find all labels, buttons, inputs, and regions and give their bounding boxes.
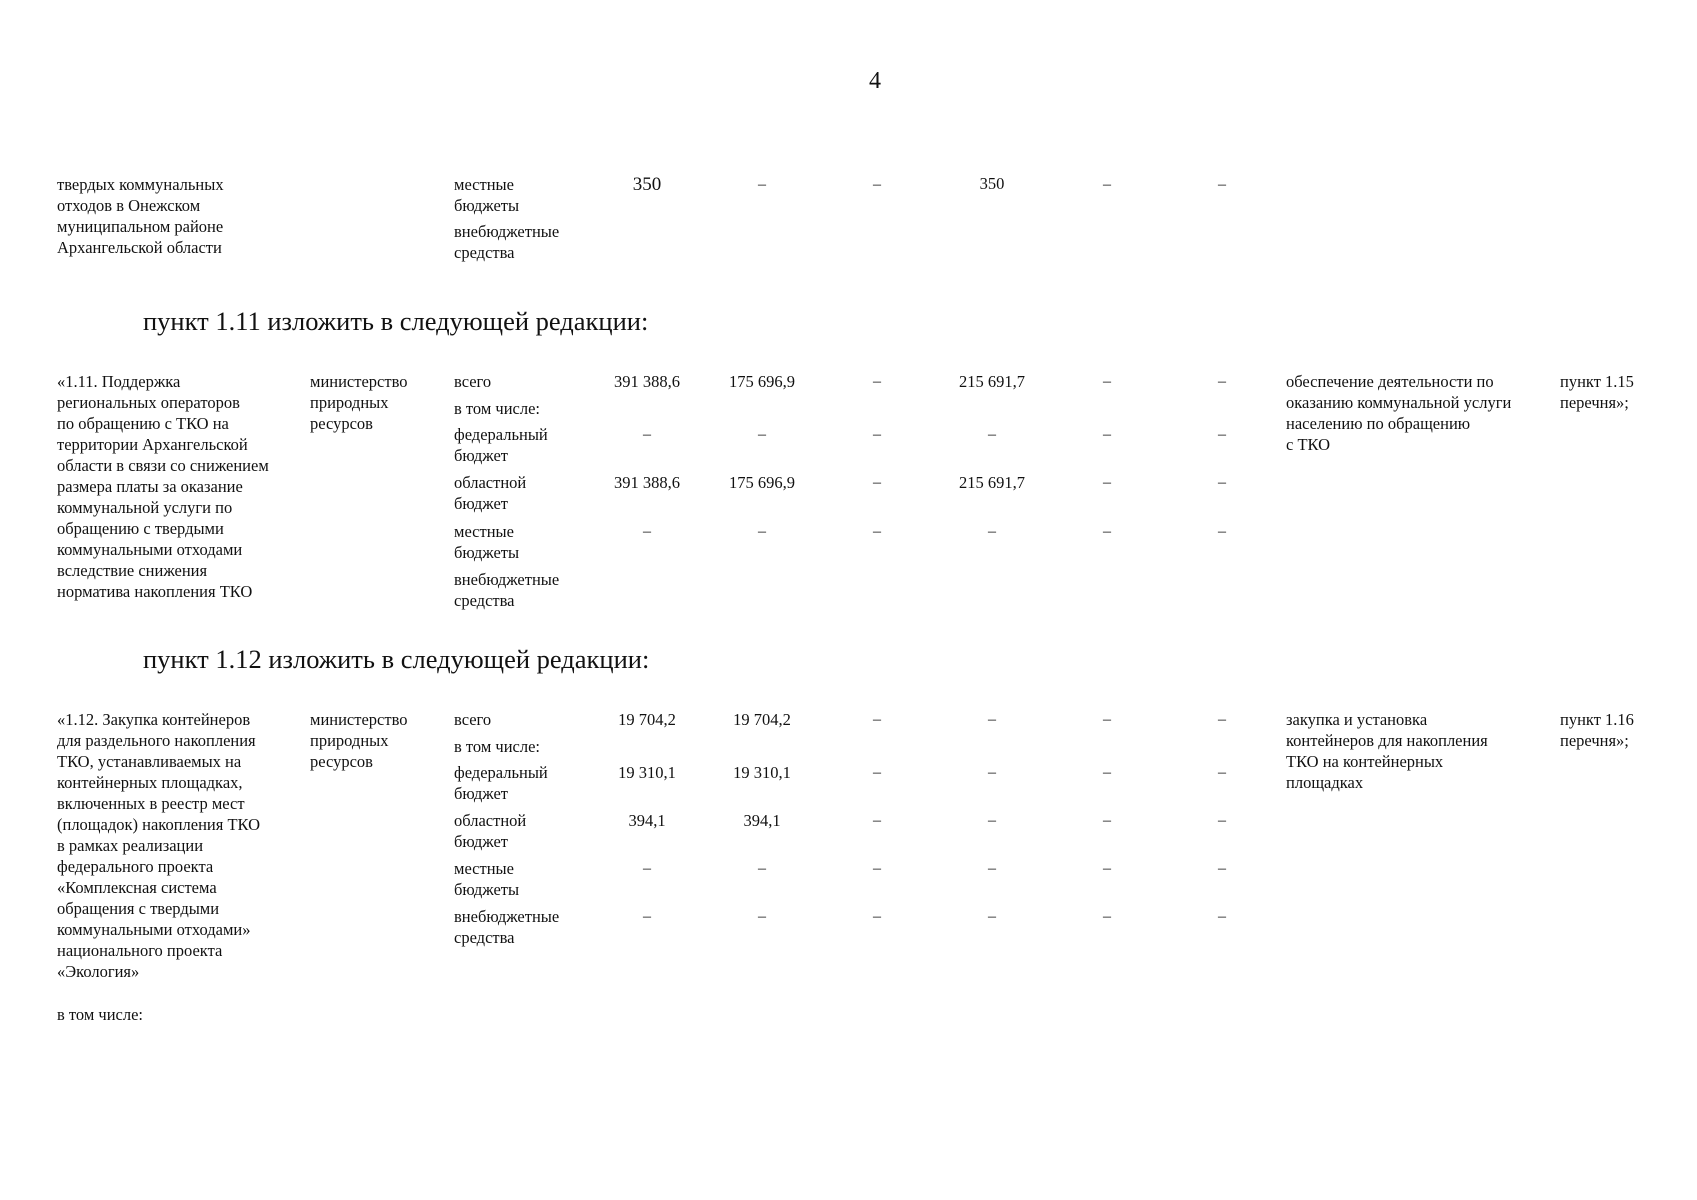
value-federal: – xyxy=(1218,426,1226,443)
top-row-value: – xyxy=(1218,176,1226,193)
value-total: 175 696,9 xyxy=(729,372,795,391)
value-local: – xyxy=(873,523,881,540)
value-local: – xyxy=(1218,860,1226,877)
source-incl: в том числе: xyxy=(454,737,541,756)
value-total: 215 691,7 xyxy=(959,372,1025,391)
item-executor: министерство природных ресурсов xyxy=(310,372,408,433)
value-local: – xyxy=(643,523,651,540)
top-row-value: – xyxy=(758,176,766,193)
value-total: – xyxy=(988,711,996,728)
value-local: – xyxy=(643,860,651,877)
value-total: – xyxy=(1218,711,1226,728)
value-local: – xyxy=(758,523,766,540)
item-name: «1.11. Поддержка региональных операторов по обращению с ТКО на территории Архангельской области в связи со снижением размера платы за оказание коммунальной услуги по обращению с твердыми коммунальными отходами вследствие снижения норматива накопления ТКО xyxy=(57,372,269,601)
source-extra: внебюджетные средства xyxy=(454,907,560,947)
heading-item-1-12: пункт 1.12 изложить в следующей редакции: xyxy=(143,644,650,674)
value-federal: 19 310,1 xyxy=(618,763,676,782)
value-extra: – xyxy=(873,908,881,925)
page-number: 4 xyxy=(869,68,881,94)
item-name: «1.12. Закупка контейнеров для раздельного накопления ТКО, устанавливаемых на контейнерных площадках, включенных в реестр мест (площадок) накопления ТКО в рамках реализации федерального проекта «Комплексная система обращения с твердыми коммунальными отходами» национального проекта «Экология» xyxy=(57,710,261,981)
value-extra: – xyxy=(988,908,996,925)
item-reference: пункт 1.16 перечня»; xyxy=(1560,710,1634,750)
source-incl: в том числе: xyxy=(454,399,541,418)
value-local: – xyxy=(1218,523,1226,540)
value-total: 19 704,2 xyxy=(618,710,676,729)
source-regional: областной бюджет xyxy=(454,811,527,851)
value-total: – xyxy=(1218,373,1226,390)
item-reference: пункт 1.15 перечня»; xyxy=(1560,372,1634,412)
value-federal: – xyxy=(1218,764,1226,781)
source-federal: федеральный бюджет xyxy=(454,425,548,465)
value-local: – xyxy=(1103,860,1111,877)
top-row-value: 350 xyxy=(632,174,662,195)
value-federal: – xyxy=(758,426,766,443)
value-regional: – xyxy=(1218,812,1226,829)
item-executor: министерство природных ресурсов xyxy=(310,710,408,771)
value-total: – xyxy=(1103,711,1111,728)
value-regional: 391 388,6 xyxy=(614,473,680,492)
value-federal: – xyxy=(873,764,881,781)
source-total: всего xyxy=(454,372,492,391)
item-result: закупка и установка контейнеров для накопления ТКО на контейнерных площадках xyxy=(1286,710,1488,792)
source-total: всего xyxy=(454,710,492,729)
top-row-source-local: местные бюджеты xyxy=(454,175,520,215)
top-row-source-extra: внебюджетные средства xyxy=(454,222,560,262)
value-total: – xyxy=(873,711,881,728)
value-total: – xyxy=(1103,373,1111,390)
value-extra: – xyxy=(1218,908,1226,925)
value-regional: – xyxy=(873,474,881,491)
value-federal: – xyxy=(1103,764,1111,781)
value-regional: 394,1 xyxy=(743,811,781,830)
source-federal: федеральный бюджет xyxy=(454,763,548,803)
value-extra: – xyxy=(1103,908,1111,925)
value-total: – xyxy=(873,373,881,390)
value-federal: – xyxy=(873,426,881,443)
value-total: 19 704,2 xyxy=(733,710,791,729)
value-federal: – xyxy=(1103,426,1111,443)
value-local: – xyxy=(1103,523,1111,540)
value-federal: – xyxy=(988,764,996,781)
value-local: – xyxy=(988,523,996,540)
top-row-value: – xyxy=(1103,176,1111,193)
footer-including-label: в том числе: xyxy=(57,1005,144,1024)
value-local: – xyxy=(758,860,766,877)
item-result: обеспечение деятельности по оказанию коммунальной услуги населению по обращению с ТКО xyxy=(1286,372,1512,454)
source-local: местные бюджеты xyxy=(454,522,520,562)
value-regional: – xyxy=(1103,812,1111,829)
value-regional: 394,1 xyxy=(628,811,666,830)
source-extra: внебюджетные средства xyxy=(454,570,560,610)
top-row-name: твердых коммунальных отходов в Онежском муниципальном районе Архангельской области xyxy=(57,175,224,257)
source-regional: областной бюджет xyxy=(454,473,527,513)
value-regional: 175 696,9 xyxy=(729,473,795,492)
top-row-value: – xyxy=(873,176,881,193)
value-regional: 215 691,7 xyxy=(959,473,1025,492)
value-federal: 19 310,1 xyxy=(733,763,791,782)
value-federal: – xyxy=(988,426,996,443)
value-extra: – xyxy=(643,908,651,925)
value-extra: – xyxy=(758,908,766,925)
value-regional: – xyxy=(1103,474,1111,491)
value-regional: – xyxy=(873,812,881,829)
value-regional: – xyxy=(988,812,996,829)
value-federal: – xyxy=(643,426,651,443)
top-row-value: 350 xyxy=(979,174,1005,193)
value-local: – xyxy=(873,860,881,877)
value-local: – xyxy=(988,860,996,877)
value-total: 391 388,6 xyxy=(614,372,680,391)
heading-item-1-11: пункт 1.11 изложить в следующей редакции: xyxy=(143,306,649,336)
value-regional: – xyxy=(1218,474,1226,491)
source-local: местные бюджеты xyxy=(454,859,520,899)
